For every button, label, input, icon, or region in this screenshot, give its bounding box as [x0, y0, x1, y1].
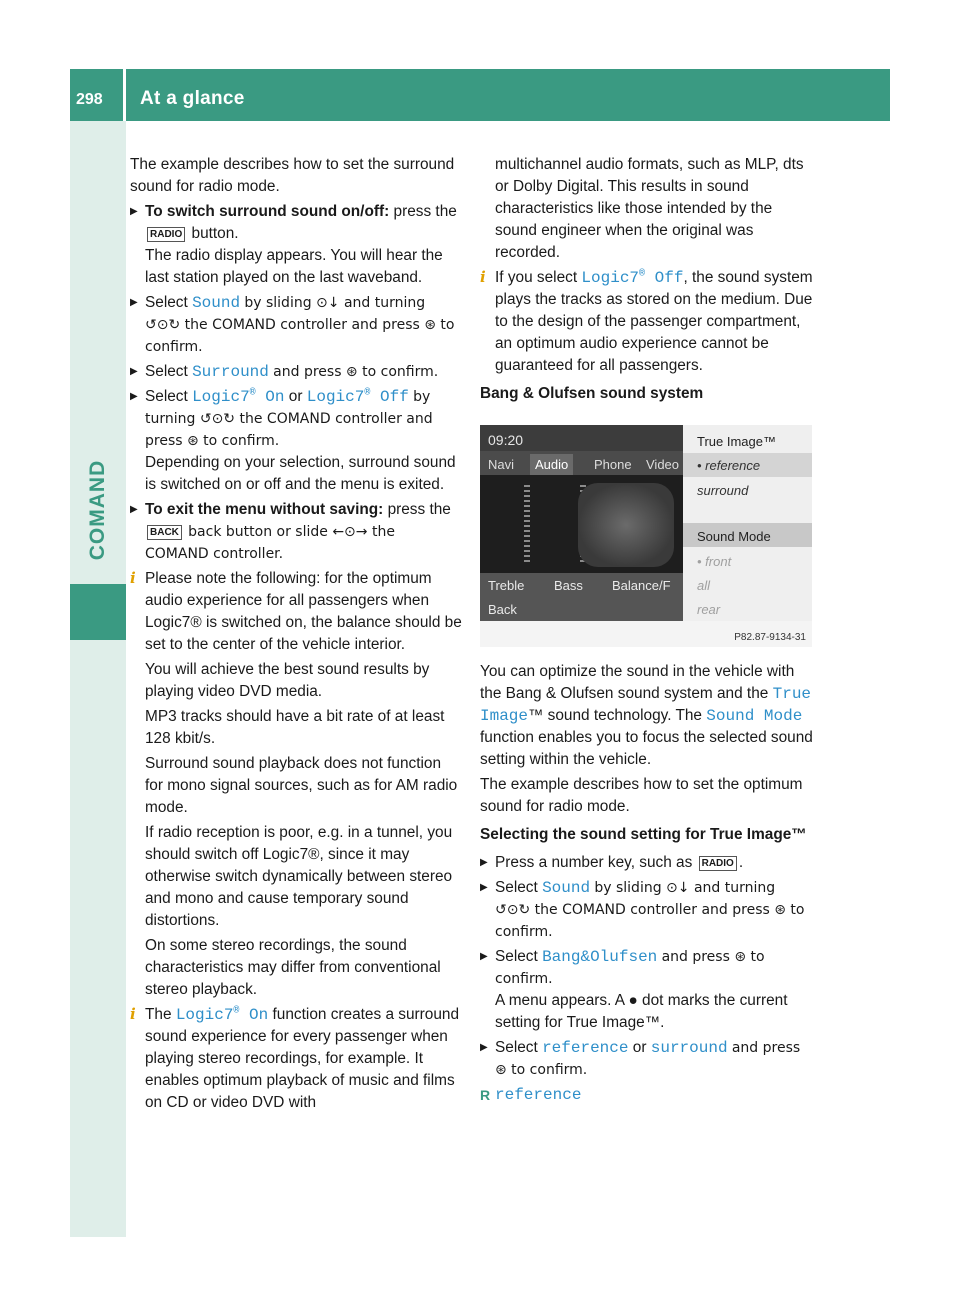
menu-option-front: • front	[697, 554, 732, 569]
code-text: Off	[379, 388, 409, 406]
step-select-reference-surround	[480, 1037, 814, 1081]
continued-text: multichannel audio formats, such as MLP, dts or Dolby Digital. This results in sound characteristics like those intended by the sound engineer when the original was recorded.	[495, 156, 804, 261]
section-heading: Bang & Olufsen sound system	[480, 385, 704, 402]
info-paragraph: Surround sound playback does not function for mono signal sources, such as for AM radio mode.	[145, 755, 458, 816]
menu-item-reference: reference	[495, 1086, 582, 1104]
step-heading: To exit the menu without saving:	[145, 501, 384, 518]
screen-bass-label: Bass	[554, 578, 583, 593]
result-marker: R	[480, 1087, 491, 1103]
info-note-logic7-off	[480, 267, 814, 377]
radio-button-icon: RADIO	[147, 227, 185, 242]
step-select-sound	[480, 877, 814, 943]
screen-treble-label: Treble	[488, 578, 525, 593]
side-section-label: COMAND	[86, 459, 109, 561]
screen-sound-display	[480, 475, 683, 573]
seat-balance-graphic	[578, 483, 674, 567]
menu-item-surround: surround	[650, 1039, 728, 1057]
step-text: .	[738, 854, 744, 871]
step-text: and press ⊛ to confirm.	[495, 949, 765, 987]
result-reference	[480, 1084, 814, 1106]
screen-tab-audio: Audio	[530, 454, 573, 476]
step-text: Select	[145, 388, 188, 405]
left-column	[130, 154, 462, 1117]
code-text: On	[249, 1006, 269, 1024]
info-paragraph: Please note the following: for the optimum audio experience for all passengers when Logic7® is switched on, the balance should be set to the center of the vehicle interior.	[145, 570, 462, 653]
info-paragraph: On some stereo recordings, the sound characteristics may differ from conventional stereo playback.	[145, 937, 441, 998]
body-text-part: You can optimize the sound in the vehicle with the Bang & Olufsen sound system and the	[480, 663, 795, 702]
step-text: press the	[387, 501, 451, 518]
side-tab	[70, 121, 126, 1237]
body-text-part: function enables you to focus the selected sound setting within the vehicle.	[480, 729, 813, 768]
menu-option-rear: rear	[697, 602, 721, 617]
menu-option-surround: surround	[697, 483, 749, 498]
menu-item-reference: reference	[542, 1039, 629, 1057]
section-heading: Selecting the sound setting for True Image™	[480, 826, 807, 843]
step-text: or	[632, 1039, 647, 1056]
step-text: by turning ↺⊙↻ the COMAND controller and press ⊛ to confirm.	[145, 389, 433, 449]
menu-item-true-image: True Image	[480, 685, 812, 725]
screen-clock: 09:20	[488, 432, 524, 448]
info-icon: i	[130, 569, 136, 587]
body-text-part: ™ sound technology. The	[528, 707, 702, 724]
page-number: 298	[76, 91, 103, 108]
info-text: The	[145, 1006, 172, 1023]
step-text: Select	[495, 948, 538, 965]
menu-item-sound-mode: Sound Mode	[706, 707, 803, 725]
screen-back-label: Back	[488, 602, 517, 617]
menu-item-bang-olufsen: Bang&Olufsen	[542, 948, 658, 966]
screen-tab-bar	[480, 451, 683, 475]
step-select-sound	[130, 292, 462, 358]
step-text: Press a number key, such as	[495, 854, 693, 871]
menu-item-surround: Surround	[192, 363, 269, 381]
step-text: Select	[145, 294, 188, 311]
screen-status-bar	[480, 425, 683, 451]
side-tab-marker	[70, 584, 126, 640]
comand-screenshot	[480, 425, 812, 647]
screen-tab-navi: Navi	[488, 457, 515, 472]
info-icon: i	[130, 1005, 136, 1023]
step-text: by sliding ⊙↓ and turning ↺⊙↻ the COMAND controller and press ⊛ to confirm.	[495, 880, 805, 940]
menu-item-sound: Sound	[542, 879, 591, 897]
code-text: Off	[654, 269, 684, 287]
screen-footer	[480, 621, 812, 647]
step-select-bang-olufsen	[480, 946, 814, 1034]
info-icon: i	[480, 268, 486, 286]
info-note-logic7-on	[130, 1004, 462, 1114]
step-select-surround	[130, 361, 462, 383]
menu-item-logic7-off: Logic7® Off	[306, 387, 409, 406]
menu-item-logic7-on: Logic7® On	[192, 387, 285, 406]
info-note-logic7	[130, 568, 462, 1001]
step-text: or	[288, 388, 303, 405]
step-press-number-key	[480, 852, 814, 874]
info-text: If you select	[495, 269, 578, 286]
info-paragraph: You will achieve the best sound results by playing video DVD media.	[145, 661, 430, 700]
screen-bottom-bar	[480, 573, 683, 621]
body-text	[480, 661, 814, 771]
treble-slider	[524, 485, 530, 565]
screen-menu	[683, 425, 812, 621]
step-text: and press ⊛ to confirm.	[273, 364, 439, 380]
step-text: button.	[191, 225, 239, 242]
info-paragraph: MP3 tracks should have a bit rate of at least 128 kbit/s.	[145, 708, 445, 747]
step-text: and press ⊛ to confirm.	[495, 1040, 801, 1078]
step-text: Select	[495, 1039, 538, 1056]
body-text: The example describes how to set the optimum sound for radio mode.	[480, 776, 803, 815]
step-text: by sliding ⊙↓ and turning ↺⊙↻ the COMAND controller and press ⊛ to confirm.	[145, 295, 455, 355]
menu-title-sound-mode: Sound Mode	[697, 529, 771, 544]
intro-text: The example describes how to set the surround sound for radio mode.	[130, 156, 455, 195]
step-text: press the	[393, 203, 457, 220]
menu-item-logic7-off: Logic7® Off	[581, 268, 684, 287]
image-code: P82.87-9134-31	[734, 632, 806, 643]
screen-balance-label: Balance/F	[612, 578, 671, 593]
menu-item-logic7-on: Logic7® On	[175, 1005, 269, 1024]
step-switch-surround	[130, 201, 462, 289]
step-text: back button or slide ←⊙→ the COMAND controller.	[145, 524, 395, 562]
menu-title-true-image: True Image™	[697, 434, 776, 449]
right-column	[480, 154, 814, 1106]
step-select-logic7	[130, 386, 462, 496]
step-exit-menu	[130, 499, 462, 565]
menu-item-sound: Sound	[192, 294, 241, 312]
code-text: Logic7	[175, 1006, 234, 1024]
menu-option-reference: • reference	[697, 458, 761, 473]
screen-tab-phone: Phone	[594, 457, 632, 472]
back-button-icon: BACK	[147, 525, 182, 540]
radio-button-icon: RADIO	[699, 856, 737, 871]
page-title: At a glance	[140, 88, 245, 109]
info-paragraph: If radio reception is poor, e.g. in a tunnel, you should switch off Logic7®, since it may otherwise switch dynamically between stereo and mono and cause temporary sound distortions.	[145, 824, 453, 929]
code-text: On	[265, 388, 285, 406]
code-text: Logic7	[192, 388, 250, 406]
step-heading: To switch surround sound on/off:	[145, 203, 390, 220]
info-text: function creates a surround sound experience for every passenger when playing stereo recordings, for example. It enables optimum playback of music and films on CD or video DVD with	[145, 1006, 460, 1111]
header-divider	[123, 69, 126, 121]
code-text: Logic7	[581, 269, 640, 287]
menu-option-all: all	[697, 578, 711, 593]
step-result-text: The radio display appears. You will hear the last station played on the last waveband.	[145, 247, 443, 286]
step-text: Select	[145, 363, 188, 380]
code-text: Logic7	[306, 388, 365, 406]
step-result-text: A menu appears. A ● dot marks the current setting for True Image™.	[495, 992, 788, 1031]
step-result-text: Depending on your selection, surround sound is switched on or off and the menu is exited.	[145, 454, 456, 493]
screen-tab-video: Video	[646, 457, 680, 472]
step-text: Select	[495, 879, 538, 896]
info-text: , the sound system plays the tracks as stored on the medium. Due to the design of the passenger compartment, an optimum audio experience cannot be guaranteed for all passengers.	[495, 269, 813, 374]
